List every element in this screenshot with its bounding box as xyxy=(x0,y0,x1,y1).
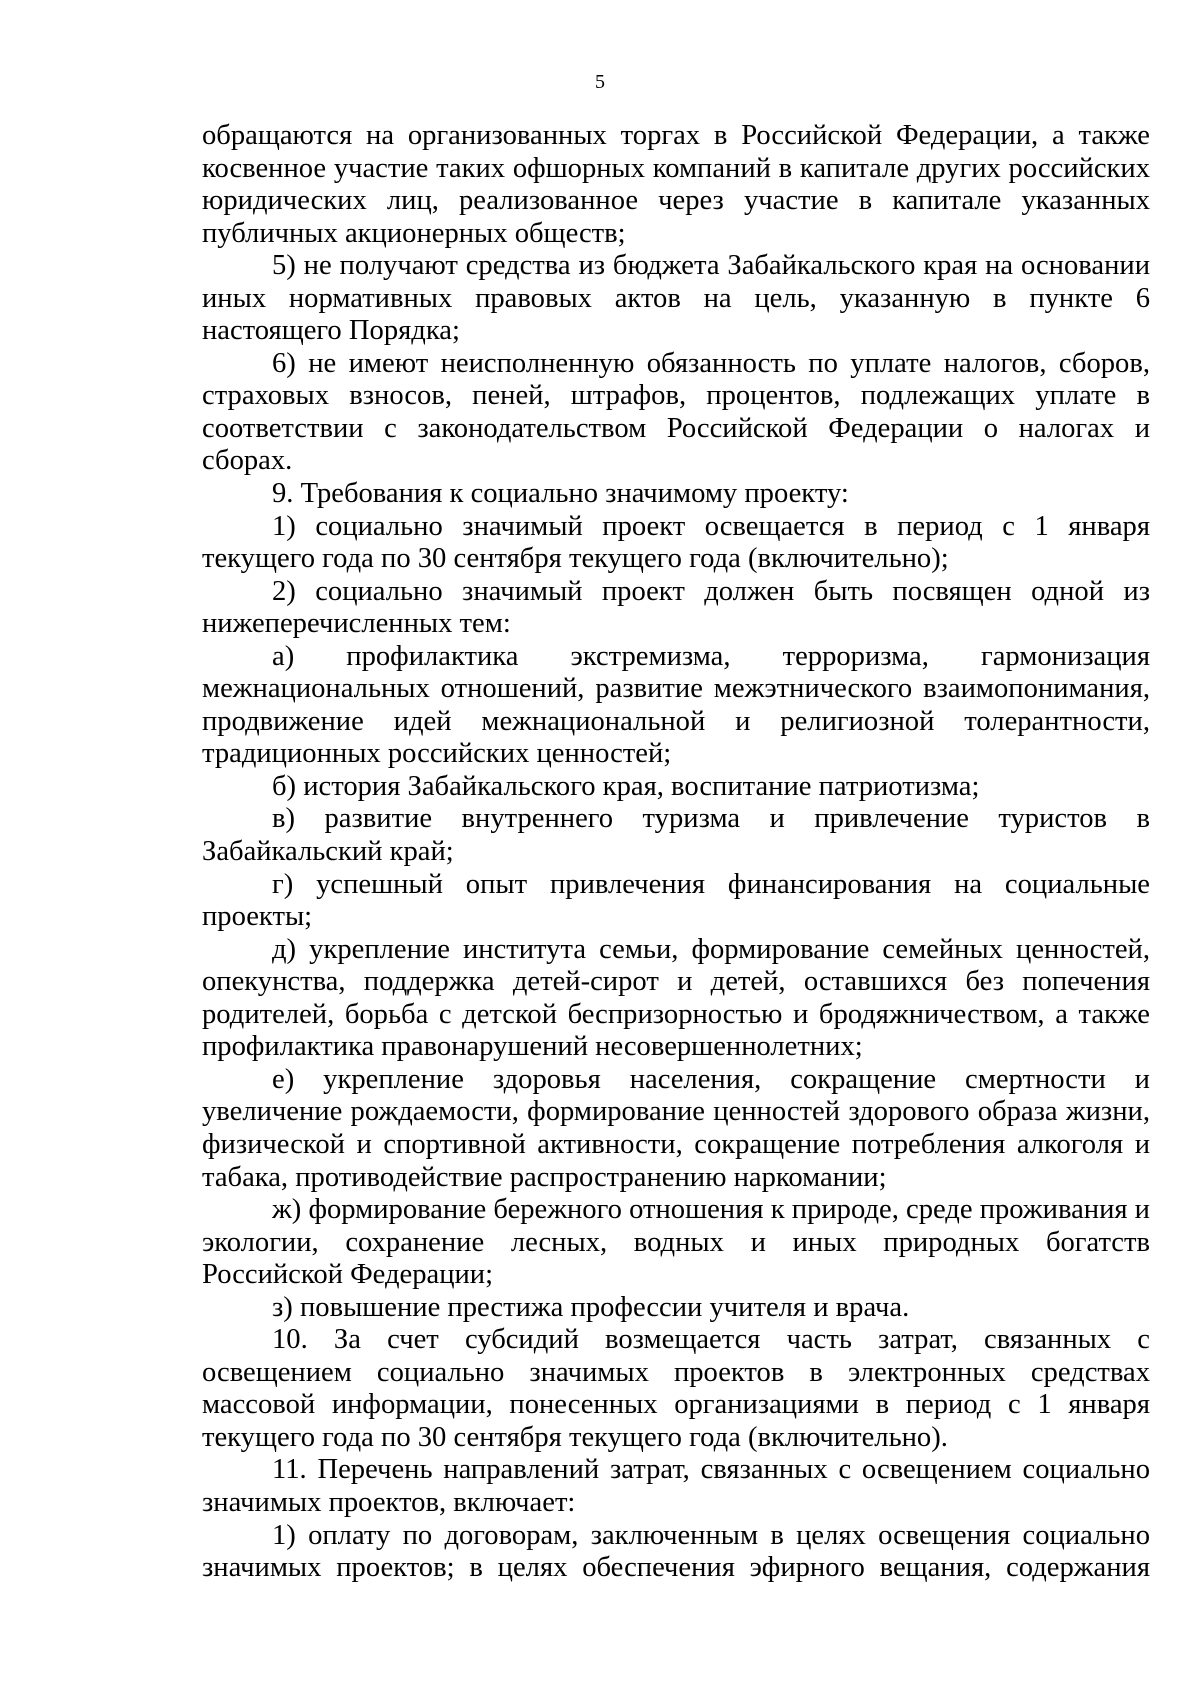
paragraph: 1) оплату по договорам, заключенным в целях освещения социально значимых проектов; в целях обеспечения эфирного вещания, содержания xyxy=(202,1519,1150,1584)
paragraph: д) укрепление института семьи, формирование семейных ценностей, опекунства, поддержка детей-сирот и детей, оставшихся без попечения родителей, борьба с детской беспризорностью и бродяжничеством, а также профилактика правонарушений несовершеннолетних; xyxy=(202,933,1150,1063)
paragraph: б) история Забайкальского края, воспитание патриотизма; xyxy=(272,770,980,802)
paragraph: 11. Перечень направлений затрат, связанных с освещением социально значимых проектов, включает: xyxy=(202,1454,1150,1518)
paragraph: в) развитие внутреннего туризма и привлечение туристов в Забайкальский край; xyxy=(202,803,1150,868)
paragraph: ж) формирование бережного отношения к природе, среде проживания и экологии, сохранение лесных, водных и иных природных богатств Российской Федерации; xyxy=(202,1194,1150,1291)
paragraph: е) укрепление здоровья населения, сокращение смертности и увеличение рождаемости, формирование ценностей здорового образа жизни, физической и спортивной активности, сокращение потребления алкоголя и табака, противодействие распространению наркомании; xyxy=(202,1063,1150,1193)
document-body xyxy=(202,120,1150,1585)
paragraph: 6) не имеют неисполненную обязанность по уплате налогов, сборов, страховых взносов, пеней, штрафов, процентов, подлежащих уплате в соответствии с законодательством Российской Федерации о налогах и сборах. xyxy=(202,347,1150,477)
paragraph: 9. Требования к социально значимому проекту: xyxy=(272,478,849,510)
paragraph: 1) социально значимый проект освещается в период с 1 января текущего года по 30 сентября текущего года (включительно); xyxy=(202,510,1150,575)
paragraph: обращаются на организованных торгах в Российской Федерации, а также косвенное участие таких офшорных компаний в капитале других российских юридических лиц, реализованное через участие в капитале указанных публичных акционерных обществ; xyxy=(202,120,1150,249)
paragraph: г) успешный опыт привлечения финансирования на социальные проекты; xyxy=(202,868,1150,933)
paragraph: 5) не получают средства из бюджета Забайкальского края на основании иных нормативных правовых актов на цель, указанную в пункте 6 настоящего Порядка; xyxy=(202,250,1150,347)
paragraph: 10. За счет субсидий возмещается часть затрат, связанных с освещением социально значимых проектов в электронных средствах массовой информации, понесенных организациями в период с 1 января текущего года по 30 сентября текущего года (включительно). xyxy=(202,1324,1150,1453)
paragraph: а) профилактика экстремизма, терроризма, гармонизация межнациональных отношений, развитие межэтнического взаимопонимания, продвижение идей межнациональной и религиозной толерантности, традиционных российских ценностей; xyxy=(202,640,1150,770)
paragraph: з) повышение престижа профессии учителя и врача. xyxy=(272,1291,910,1323)
page-number: 5 xyxy=(595,71,605,93)
paragraph: 2) социально значимый проект должен быть посвящен одной из нижеперечисленных тем: xyxy=(202,575,1150,640)
